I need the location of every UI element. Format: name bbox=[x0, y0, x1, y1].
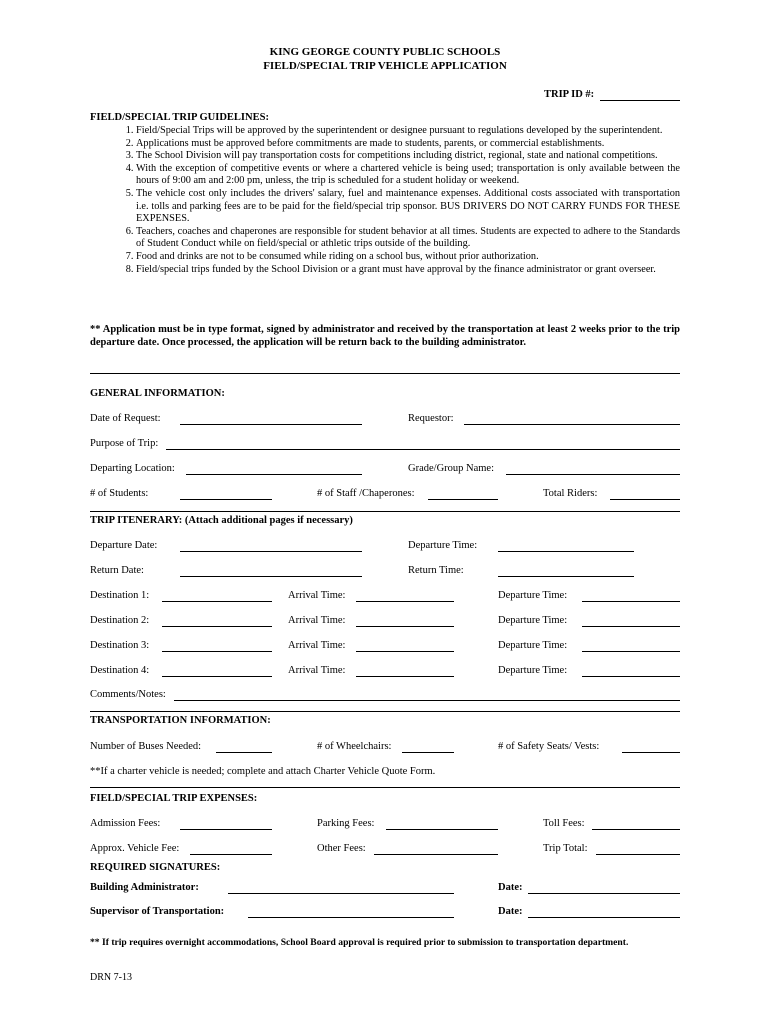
grade-group-label: Grade/Group Name: bbox=[408, 463, 495, 474]
trip-total-field[interactable] bbox=[596, 854, 680, 855]
num-students-field[interactable] bbox=[180, 499, 272, 500]
supervisor-signature-field[interactable] bbox=[248, 917, 454, 918]
departure-time-field[interactable] bbox=[498, 551, 634, 552]
guideline-item: 1. Field/Special Trips will be approved by the superintendent or designee pursuant to regulations developed by the superintendent. bbox=[136, 125, 680, 138]
num-staff-label: # of Staff /Chaperones: bbox=[317, 488, 415, 499]
form-code: DRN 7-13 bbox=[90, 972, 132, 983]
guideline-item: 6. Teachers, coaches and chaperones are responsible for student behavior at all times. Students are expected to adhere to the Standards of Student Conduct while on field/special or athletic trips outside of the building. bbox=[136, 226, 680, 251]
destination-3-label: Destination 3: bbox=[90, 640, 150, 651]
departure-date-field[interactable] bbox=[180, 551, 362, 552]
itinerary-heading: TRIP ITENERARY: (Attach additional pages if necessary) bbox=[90, 515, 353, 526]
overnight-note: ** If trip requires overnight accommodations, School Board approval is required prior to submission to transportation department. bbox=[90, 937, 629, 948]
parking-fees-field[interactable] bbox=[386, 829, 498, 830]
total-riders-label: Total Riders: bbox=[543, 488, 598, 499]
destination-2-label: Destination 2: bbox=[90, 615, 150, 626]
destination-3-field[interactable] bbox=[162, 651, 272, 652]
supervisor-date-field[interactable] bbox=[528, 917, 680, 918]
trip-total-label: Trip Total: bbox=[543, 843, 588, 854]
dest-departure-time-3-field[interactable] bbox=[582, 651, 680, 652]
dest-departure-time-4-label: Departure Time: bbox=[498, 665, 568, 676]
building-admin-date-field[interactable] bbox=[528, 893, 680, 894]
destination-2-field[interactable] bbox=[162, 626, 272, 627]
num-wheelchairs-label: # of Wheelchairs: bbox=[317, 741, 392, 752]
divider bbox=[90, 511, 680, 512]
parking-fees-label: Parking Fees: bbox=[317, 818, 375, 829]
total-riders-field[interactable] bbox=[610, 499, 680, 500]
guidelines-heading: FIELD/SPECIAL TRIP GUIDELINES: bbox=[90, 112, 269, 123]
divider bbox=[90, 373, 680, 374]
num-buses-label: Number of Buses Needed: bbox=[90, 741, 202, 752]
purpose-field[interactable] bbox=[166, 449, 680, 450]
num-students-label: # of Students: bbox=[90, 488, 149, 499]
guideline-item: 5. The vehicle cost only includes the drivers' salary, fuel and maintenance expenses. Additional costs associated with transportation i.e. tolls and parking fees are to be paid for the field/special trip sponsor. BUS DRIVERS DO NOT CARRY FUNDS FOR THESE EXPENSES. bbox=[136, 188, 680, 226]
date-of-request-label: Date of Request: bbox=[90, 413, 161, 424]
guideline-item: 8. Field/special trips funded by the School Division or a grant must have approval by the finance administrator or grant overseer. bbox=[136, 264, 680, 277]
safety-seats-label: # of Safety Seats/ Vests: bbox=[498, 741, 600, 752]
charter-note: **If a charter vehicle is needed; complete and attach Charter Vehicle Quote Form. bbox=[90, 766, 436, 777]
divider bbox=[90, 787, 680, 788]
building-admin-signature-field[interactable] bbox=[228, 893, 454, 894]
guidelines-list bbox=[90, 125, 680, 276]
divider bbox=[90, 711, 680, 712]
arrival-time-4-label: Arrival Time: bbox=[288, 665, 346, 676]
vehicle-fee-field[interactable] bbox=[190, 854, 272, 855]
purpose-label: Purpose of Trip: bbox=[90, 438, 159, 449]
destination-4-field[interactable] bbox=[162, 676, 272, 677]
dest-departure-time-1-label: Departure Time: bbox=[498, 590, 568, 601]
departing-location-field[interactable] bbox=[186, 474, 362, 475]
dest-departure-time-4-field[interactable] bbox=[582, 676, 680, 677]
grade-group-field[interactable] bbox=[506, 474, 680, 475]
return-time-field[interactable] bbox=[498, 576, 634, 577]
guideline-item: 7. Food and drinks are not to be consumed while riding on a school bus, without prior authorization. bbox=[136, 251, 680, 264]
dest-departure-time-2-label: Departure Time: bbox=[498, 615, 568, 626]
return-time-label: Return Time: bbox=[408, 565, 464, 576]
return-date-field[interactable] bbox=[180, 576, 362, 577]
signatures-heading: REQUIRED SIGNATURES: bbox=[90, 862, 221, 873]
supervisor-date-label: Date: bbox=[498, 906, 523, 917]
dest-departure-time-2-field[interactable] bbox=[582, 626, 680, 627]
arrival-time-3-label: Arrival Time: bbox=[288, 640, 346, 651]
destination-1-field[interactable] bbox=[162, 601, 272, 602]
admission-fees-field[interactable] bbox=[180, 829, 272, 830]
arrival-time-3-field[interactable] bbox=[356, 651, 454, 652]
arrival-time-4-field[interactable] bbox=[356, 676, 454, 677]
safety-seats-field[interactable] bbox=[622, 752, 680, 753]
departure-date-label: Departure Date: bbox=[90, 540, 158, 551]
building-admin-date-label: Date: bbox=[498, 882, 523, 893]
arrival-time-2-field[interactable] bbox=[356, 626, 454, 627]
dest-departure-time-1-field[interactable] bbox=[582, 601, 680, 602]
destination-1-label: Destination 1: bbox=[90, 590, 150, 601]
comments-label: Comments/Notes: bbox=[90, 689, 166, 700]
num-buses-field[interactable] bbox=[216, 752, 272, 753]
other-fees-field[interactable] bbox=[374, 854, 498, 855]
toll-fees-field[interactable] bbox=[592, 829, 680, 830]
toll-fees-label: Toll Fees: bbox=[543, 818, 585, 829]
dest-departure-time-3-label: Departure Time: bbox=[498, 640, 568, 651]
comments-field[interactable] bbox=[174, 700, 680, 701]
submission-notice: ** Application must be in type format, signed by administrator and received by the transportation at least 2 weeks prior to the trip departure date. Once processed, the application will be return back to the building administrator. bbox=[90, 324, 680, 348]
supervisor-label: Supervisor of Transportation: bbox=[90, 906, 225, 917]
vehicle-fee-label: Approx. Vehicle Fee: bbox=[90, 843, 180, 854]
general-info-heading: GENERAL INFORMATION: bbox=[90, 388, 225, 399]
admission-fees-label: Admission Fees: bbox=[90, 818, 161, 829]
num-wheelchairs-field[interactable] bbox=[402, 752, 454, 753]
transport-heading: TRANSPORTATION INFORMATION: bbox=[90, 715, 271, 726]
arrival-time-1-label: Arrival Time: bbox=[288, 590, 346, 601]
arrival-time-2-label: Arrival Time: bbox=[288, 615, 346, 626]
departing-location-label: Departing Location: bbox=[90, 463, 175, 474]
date-of-request-field[interactable] bbox=[180, 424, 362, 425]
trip-id-field[interactable] bbox=[600, 100, 680, 101]
other-fees-label: Other Fees: bbox=[317, 843, 366, 854]
destination-4-label: Destination 4: bbox=[90, 665, 150, 676]
arrival-time-1-field[interactable] bbox=[356, 601, 454, 602]
expenses-heading: FIELD/SPECIAL TRIP EXPENSES: bbox=[90, 793, 258, 804]
building-admin-label: Building Administrator: bbox=[90, 882, 199, 893]
trip-id-label: TRIP ID #: bbox=[544, 89, 595, 100]
num-staff-field[interactable] bbox=[428, 499, 498, 500]
requestor-field[interactable] bbox=[464, 424, 680, 425]
organization-title: KING GEORGE COUNTY PUBLIC SCHOOLS bbox=[269, 46, 501, 58]
guideline-item: 3. The School Division will pay transportation costs for competitions including district, regional, state and national competitions. bbox=[136, 150, 680, 163]
return-date-label: Return Date: bbox=[90, 565, 144, 576]
guideline-item: 4. With the exception of competitive events or where a chartered vehicle is being used; transportation is only available between the hours of 9:00 am and 2:00 pm, unless, the trip is scheduled for a student holiday or weekend. bbox=[136, 163, 680, 188]
guideline-item: 2. Applications must be approved before commitments are made to students, parents, or commercial establishments. bbox=[136, 138, 680, 151]
form-title: FIELD/SPECIAL TRIP VEHICLE APPLICATION bbox=[263, 60, 507, 72]
requestor-label: Requestor: bbox=[408, 413, 454, 424]
departure-time-label: Departure Time: bbox=[408, 540, 478, 551]
